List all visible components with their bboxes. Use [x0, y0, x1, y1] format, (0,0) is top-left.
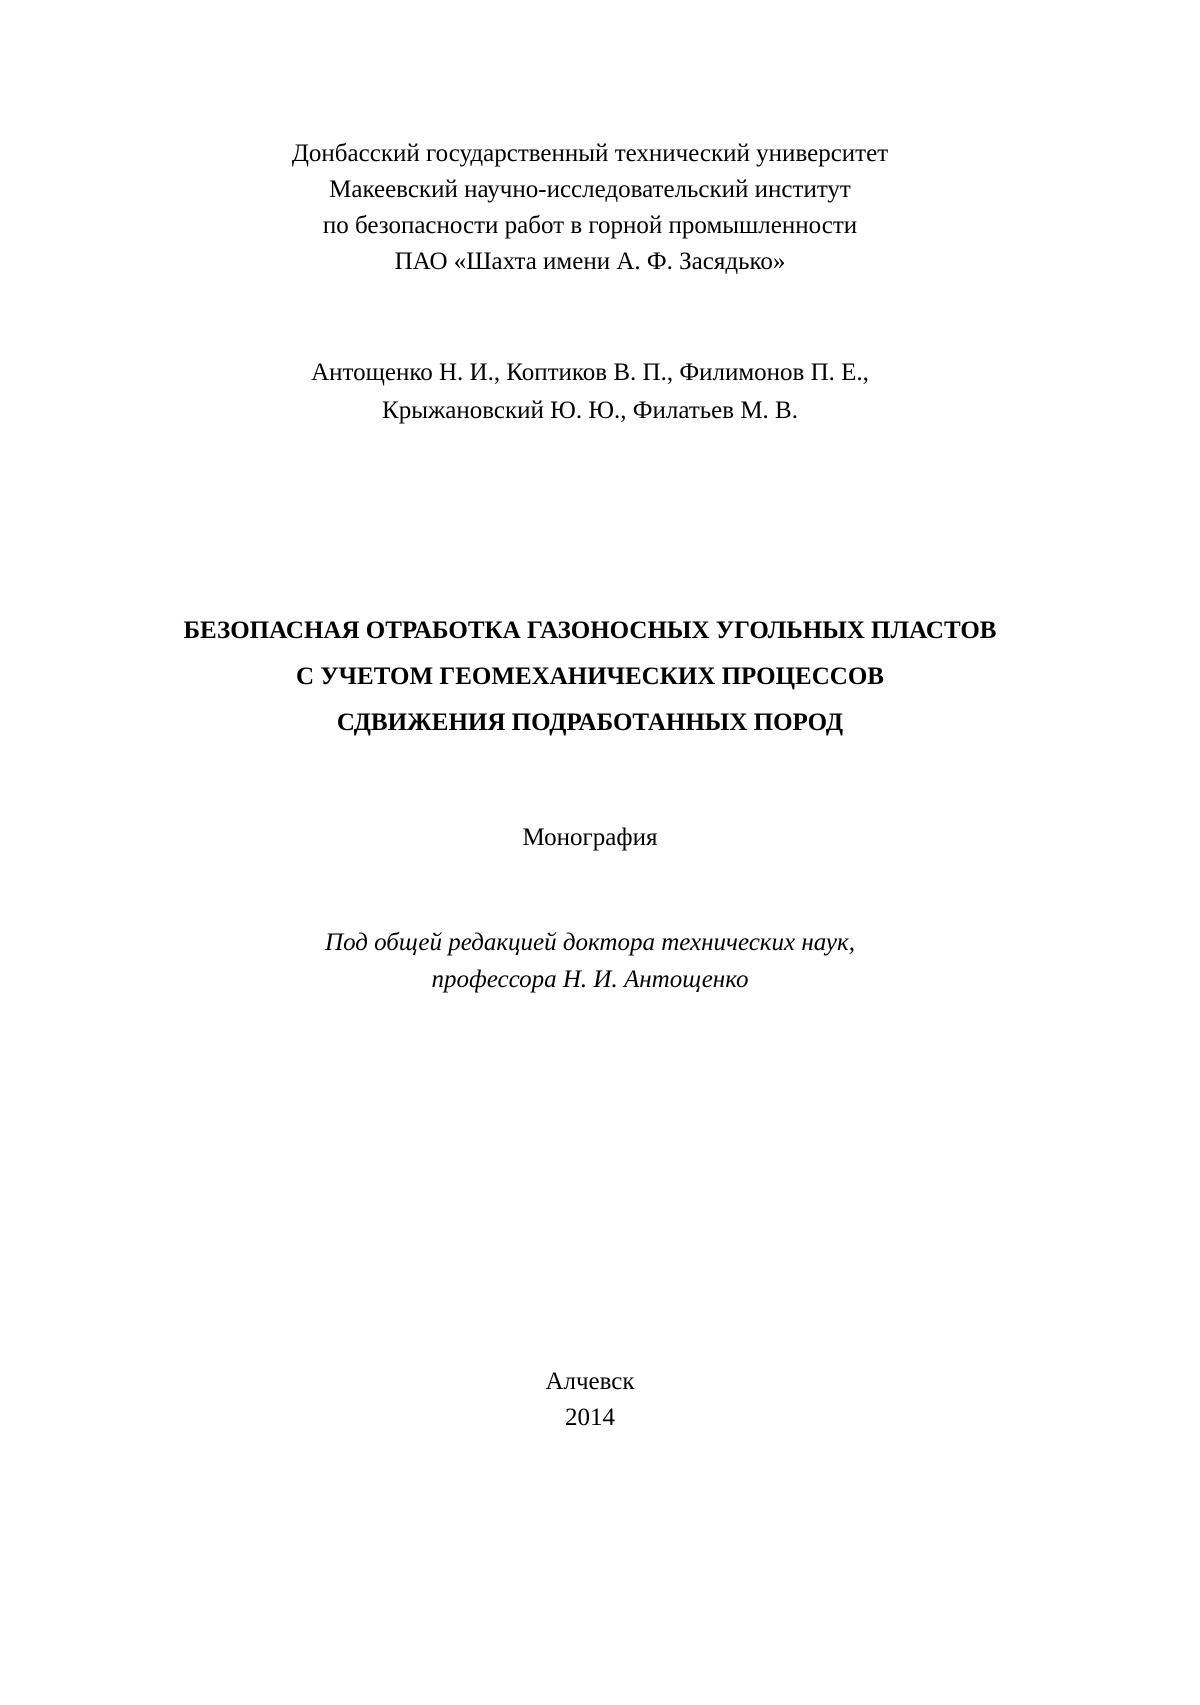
organization-line: ПАО «Шахта имени А. Ф. Засядько»	[394, 248, 786, 275]
organization-line: по безопасности работ в горной промышленности	[322, 212, 858, 239]
title-line: С УЧЕТОМ ГЕОМЕХАНИЧЕСКИХ ПРОЦЕССОВ	[296, 663, 884, 690]
authors-line: Антощенко Н. И., Коптиков В. П., Филимонов П. Е.,	[311, 359, 869, 386]
organizations-block	[0, 136, 1180, 280]
imprint-city: Алчевск	[545, 1368, 635, 1395]
title-line: БЕЗОПАСНАЯ ОТРАБОТКА ГАЗОНОСНЫХ УГОЛЬНЫХ ПЛАСТОВ	[183, 617, 997, 644]
authors-block	[0, 354, 1180, 430]
authors-line: Крыжановский Ю. Ю., Филатьев М. В.	[382, 397, 798, 424]
organization-line: Макеевский научно-исследовательский институт	[329, 176, 851, 203]
organization-line: Донбасский государственный технический университет	[291, 140, 889, 167]
imprint-year: 2014	[565, 1404, 615, 1431]
genre-text: Монография	[522, 824, 658, 851]
book-title	[0, 608, 1180, 746]
editor-line: Под общей редакцией доктора технических наук,	[325, 929, 855, 956]
editor-line: профессора Н. И. Антощенко	[431, 966, 749, 993]
genre-label	[0, 820, 1180, 856]
imprint-block	[0, 1364, 1180, 1436]
title-line: СДВИЖЕНИЯ ПОДРАБОТАННЫХ ПОРОД	[336, 709, 844, 736]
editor-block	[0, 924, 1180, 998]
